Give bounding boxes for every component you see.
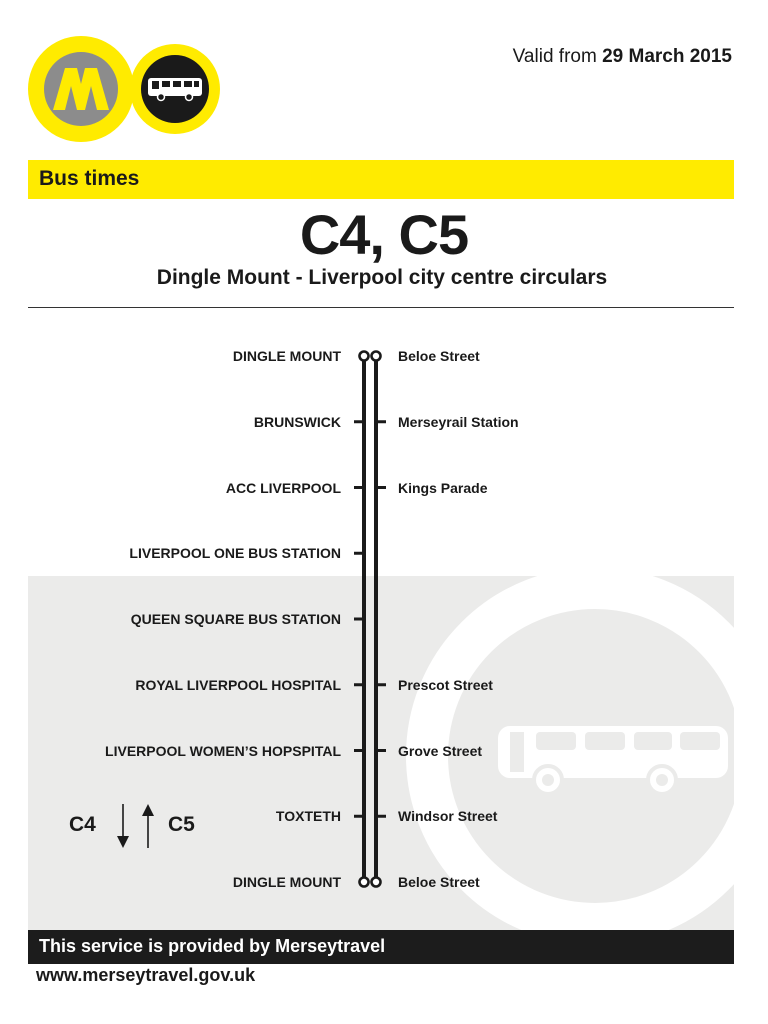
website-link[interactable]: www.merseytravel.gov.uk [36,965,256,985]
stop-name-right: Beloe Street [398,348,480,364]
valid-prefix: Valid from [512,46,597,67]
stop-name-right: Beloe Street [398,874,480,890]
direction-c4-label: C4 [69,813,96,836]
stop-name-left: BRUNSWICK [253,413,341,430]
stop-name-right: Grove Street [398,742,483,759]
stop-name-left: LIVERPOOL ONE BUS STATION [129,545,341,562]
stop-name-left: ACC LIVERPOOL [225,479,341,496]
band-title: Bus times [39,167,140,190]
route-ticks [354,422,386,817]
route-numbers: C4, C5 [299,203,469,266]
stop-name-left: QUEEN SQUARE BUS STATION [130,611,341,627]
terminus-marker [360,878,369,887]
provider-text: This service is provided by Merseytravel [39,936,386,956]
route-lines [364,356,376,882]
stop-name-left: LIVERPOOL WOMEN’S HOPSPITAL [105,742,341,759]
stop-name-right: Windsor Street [398,808,498,825]
terminus-marker [372,878,381,887]
stop-name-right: Merseyrail Station [398,413,519,430]
terminus-marker [372,352,381,361]
terminus-marker [360,352,369,361]
direction-arrows [117,804,154,848]
arrow-up-head [142,804,154,816]
arrow-down-head [117,836,129,848]
stop-name-right: Kings Parade [398,479,488,496]
stop-name-left: DINGLE MOUNT [232,348,341,364]
stop-name-left: DINGLE MOUNT [232,874,341,890]
stop-name-left: TOXTETH [275,808,341,825]
valid-date: 29 March 2015 [602,46,732,67]
stop-name-left: ROYAL LIVERPOOL HOSPITAL [135,676,341,693]
stop-name-right: Prescot Street [398,676,493,693]
direction-c5-label: C5 [168,813,195,836]
route-description: Dingle Mount - Liverpool city centre circulars [156,266,608,289]
footer-bar [28,930,734,964]
